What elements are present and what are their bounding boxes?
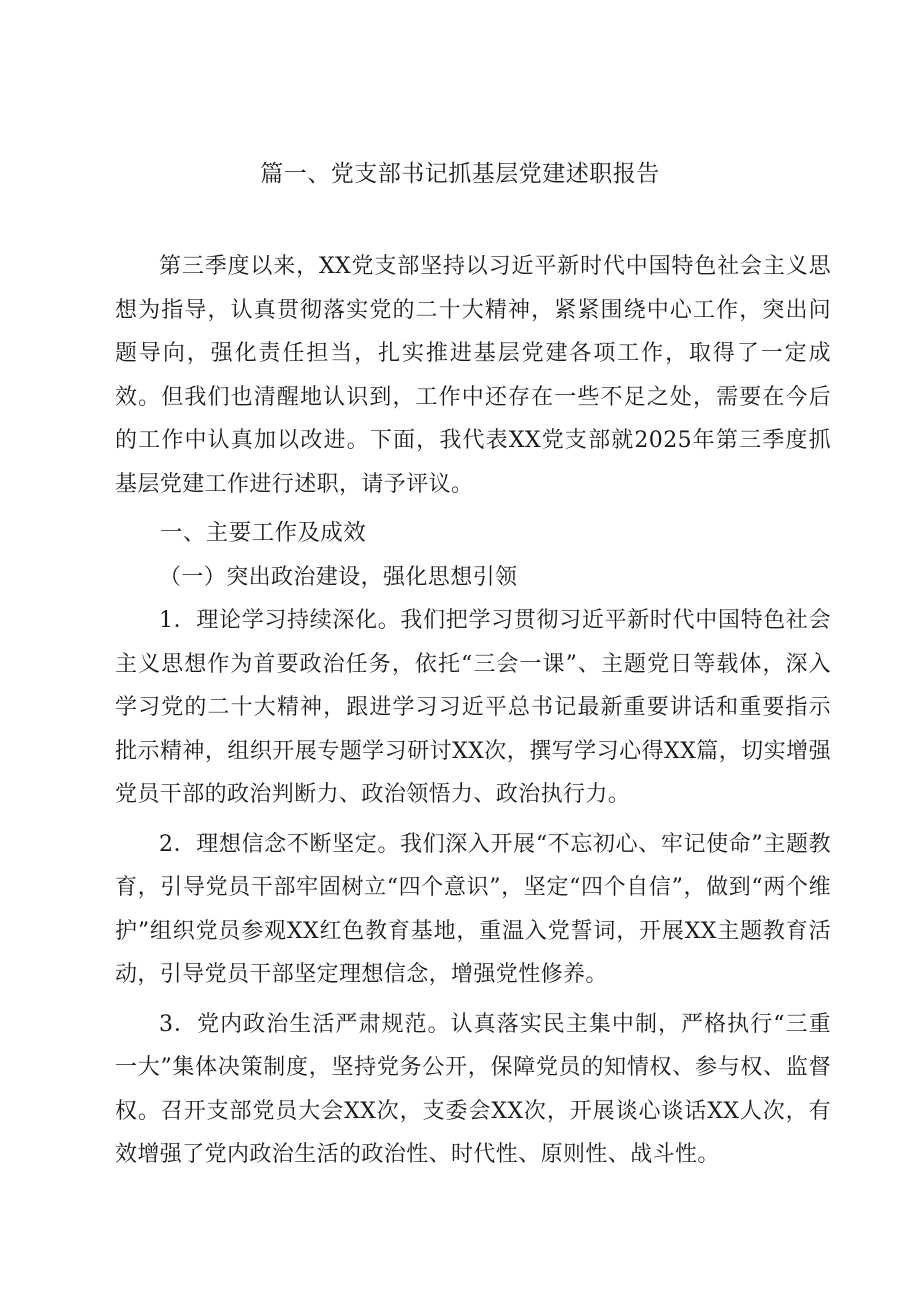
document-title: 篇一、党支部书记抓基层党建述职报告 [260,161,660,187]
section-heading: 一、主要工作及成效 [160,520,367,546]
item-paragraph-3: 3．党内政治生活严肃规范。认真落实民主集中制，严格执行“三重一大”集体决策制度，坚持党务公开，保障党员的知情权、参与权、监督权。召开支部党员大会XX次，支委会XX次，开展谈心谈话XX人次，有效增强了党内政治生活的政治性、时代性、原则性、战斗性。 [115,1011,831,1167]
item-paragraph-1: 1．理论学习持续深化。我们把学习贯彻习近平新时代中国特色社会主义思想作为首要政治任务，依托“三会一课”、主题党日等载体，深入学习党的二十大精神，跟进学习习近平总书记最新重要讲话和重要指示批示精神，组织开展专题学习研讨XX次，撰写学习心得XX篇，切实增强党员干部的政治判断力、政治领悟力、政治执行力。 [115,608,831,807]
document-body [115,245,831,1177]
intro-paragraph: 第三季度以来，XX党支部坚持以习近平新时代中国特色社会主义思想为指导，认真贯彻落实党的二十大精神，紧紧围绕中心工作，突出问题导向，强化责任担当，扎实推进基层党建各项工作，取得了一定成效。但我们也清醒地认识到，工作中还存在一些不足之处，需要在今后的工作中认真加以改进。下面，我代表XX党支部就2025年第三季度抓基层党建工作进行述职，请予评议。 [115,254,831,497]
subsection-heading: （一）突出政治建设，强化思想引领 [159,564,518,590]
item-paragraph-2: 2．理想信念不断坚定。我们深入开展“不忘初心、牢记使命”主题教育，引导党员干部牢固树立“四个意识”，坚定“四个自信”，做到“两个维护”组织党员参观XX红色教育基地，重温入党誓词，开展XX主题教育活动，引导党员干部坚定理想信念，增强党性修养。 [115,831,831,987]
